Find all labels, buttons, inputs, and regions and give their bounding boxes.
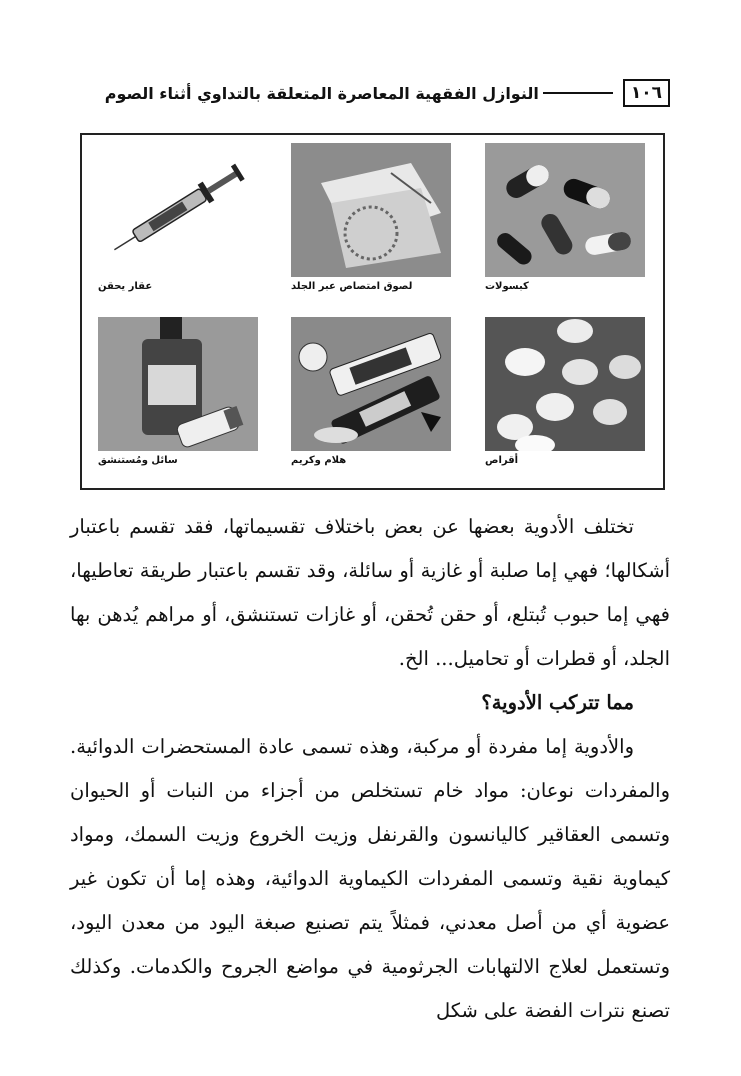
cream-tube-icon xyxy=(291,317,451,451)
figure-cell-injection xyxy=(98,143,258,292)
paragraph-2: والأدوية إما مفردة أو مركبة، وهذه تسمى عادة المستحضرات الدوائية. والمفردات نوعان: مواد خام تستخلص من أجزاء من النبات أو الحيوان وتسمى العقاقير كاليانسون والقرنفل وزيت الخروع وزيت السمك، ومواد كيماوية نقية وتسمى المفردات الكيماوية الدوائية، وهذه إما أن تكون غير عضوية أي من أصل معدني، فمثلاً يتم تصنيع صبغة اليود من معدن اليود، وتستعمل لعلاج الالتهابات الجرثومية في مواضع الجروح والكدمات. وكذلك تصنع نترات الفضة على شكل xyxy=(70,735,670,1022)
figure-cell-tablets xyxy=(485,317,645,466)
patch-illustration xyxy=(291,143,451,277)
caption-tablets: أقراص xyxy=(485,455,519,466)
header-title: النوازل الفقهية المعاصرة المتعلقة بالتداوي أثناء الصوم xyxy=(104,83,539,103)
capsules-illustration xyxy=(485,143,645,277)
caption-liquid-inhaler: سائل ومُستنشق xyxy=(98,455,178,466)
section-subheading: مما تتركب الأدوية؟ xyxy=(481,691,634,714)
syringe-icon xyxy=(98,143,258,277)
paragraph-1: تختلف الأدوية بعضها عن بعض باختلاف تقسيماتها، فقد تقسم باعتبار أشكالها؛ فهي إما صلبة أو غازية أو سائلة، وقد تقسم باعتبار طريقة تعاطيها، فهي إما حبوب تُبتلع، أو حقن تُحقن، أو غازات تستنشق، أو مراهم يُدهن بها الجلد، أو قطرات أو تحاميل... الخ. xyxy=(70,515,670,670)
bottle-inhaler-icon xyxy=(98,317,258,451)
liquid-inhaler-photo xyxy=(98,317,258,451)
patch-photo xyxy=(291,143,451,277)
figure-cell-gel-cream xyxy=(291,317,451,466)
caption-gel-cream: هلام وكريم xyxy=(291,455,347,466)
page-number: ١٠٦ xyxy=(623,79,670,107)
running-header xyxy=(70,78,670,108)
body-text xyxy=(70,505,670,1033)
caption-patch: لصوق امتصاص عبر الجلد xyxy=(291,281,413,292)
tablets-photo xyxy=(485,317,645,451)
caption-injection: عقار يحقن xyxy=(98,281,153,292)
caption-capsules: كبسولات xyxy=(485,281,529,292)
injection-photo xyxy=(98,143,258,277)
figure-cell-patch xyxy=(291,143,451,292)
header-rule xyxy=(543,92,613,94)
tablets-illustration xyxy=(485,317,645,451)
capsules-photo xyxy=(485,143,645,277)
figure-cell-capsules xyxy=(485,143,645,292)
figure-cell-liquid-inhaler xyxy=(98,317,258,466)
gel-cream-photo xyxy=(291,317,451,451)
medication-forms-figure xyxy=(80,133,665,490)
